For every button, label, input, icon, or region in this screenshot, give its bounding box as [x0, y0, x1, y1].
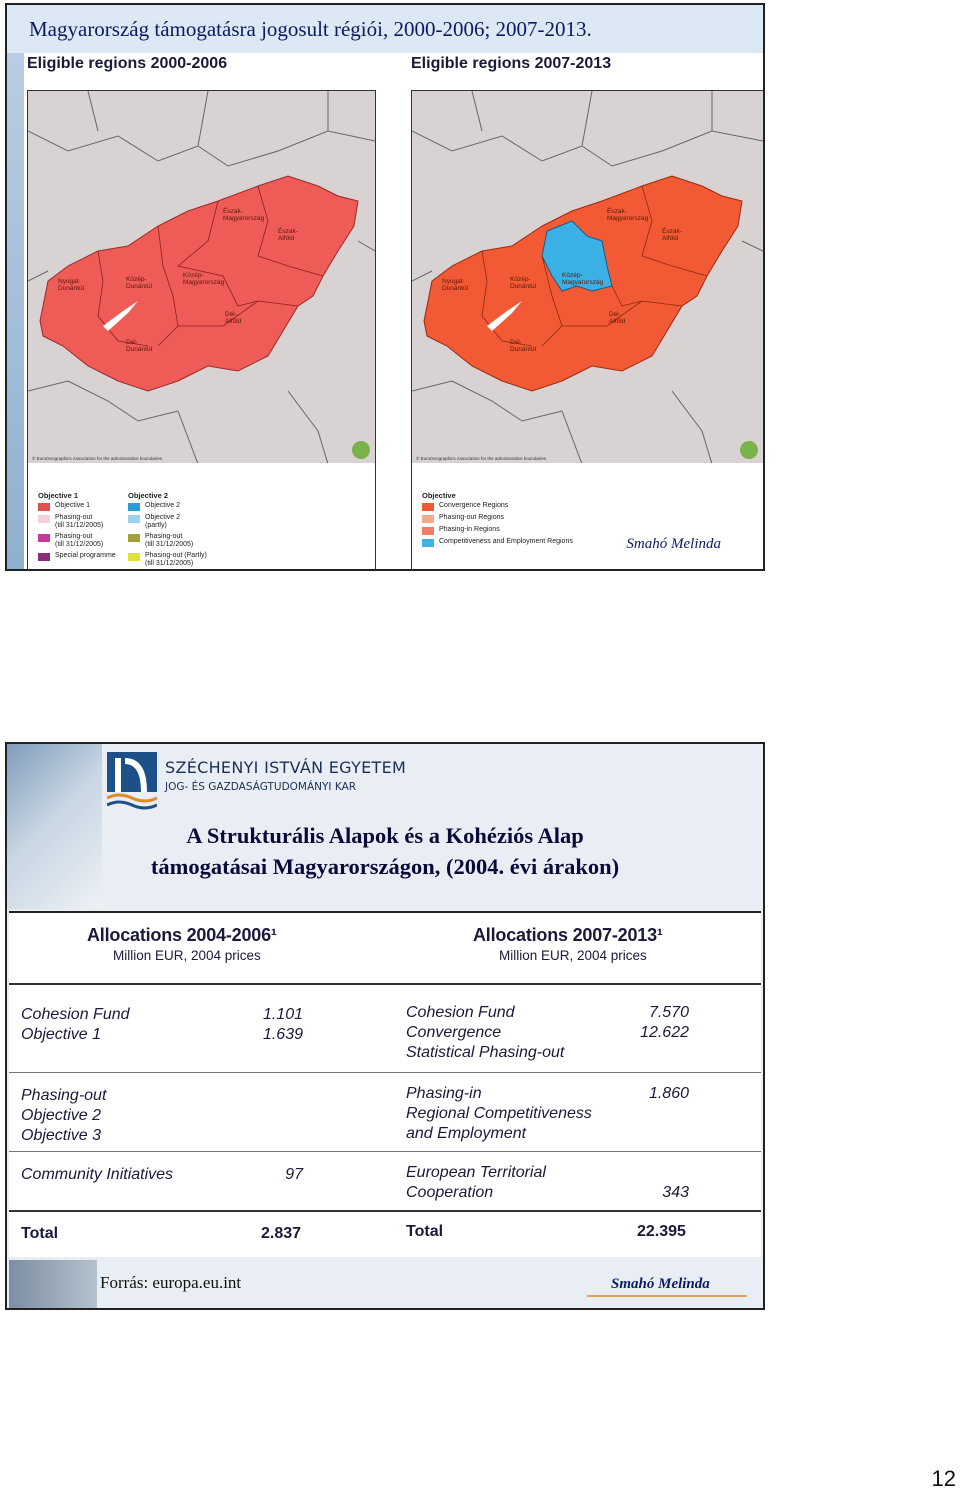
legend-col-objective-2	[128, 491, 207, 571]
row-values-right: 343	[662, 1184, 689, 1201]
divider	[9, 1210, 761, 1212]
swatch	[38, 553, 50, 561]
row-values-right: 7.570 12.622	[640, 1004, 689, 1041]
author-name: Smahó Melinda	[611, 1276, 710, 1292]
region-label: Nyugat-Dunántúl	[58, 278, 85, 292]
legend-item: Competitiveness and Employment Regions	[422, 538, 573, 547]
map-2007-2013	[411, 90, 764, 465]
swatch	[128, 503, 140, 511]
legend-col-objective	[422, 491, 573, 550]
row-items-right: Phasing-in Regional Competitiveness and Employment	[406, 1085, 592, 1142]
region-label: Közép-Dunántúl	[510, 276, 537, 290]
legend-item: Phasing-out (till 31/12/2005)	[38, 533, 116, 549]
region-label: Dél-Dunántúl	[126, 339, 153, 353]
row-items-left: Phasing-out Objective 2 Objective 3	[21, 1087, 107, 1144]
legend-item: Phasing-in Regions	[422, 526, 573, 535]
divider	[9, 1072, 761, 1073]
university-name: SZÉCHENYI ISTVÁN EGYETEM	[165, 758, 407, 777]
legend-2000-2006	[27, 463, 376, 569]
eu-logo-icon	[352, 441, 370, 459]
copyright-note: © EuroGeographics Association for the administrative boundaries	[32, 456, 163, 461]
legend-item: Objective 2 (partly)	[128, 514, 207, 530]
copyright-note: © EuroGeographics Association for the administrative boundaries	[416, 456, 547, 461]
legend-item: Phasing-out Regions	[422, 514, 573, 523]
right-heading: Allocations 2007-2013¹	[473, 925, 663, 945]
decorative-image	[9, 1260, 97, 1308]
decorative-strip	[7, 53, 24, 569]
total-label-right: Total	[406, 1223, 444, 1240]
author-name: Smahó Melinda	[626, 536, 721, 552]
row-items-left: Community Initiatives	[21, 1166, 174, 1183]
region-label: Nyugat-Dunántúl	[442, 278, 469, 292]
swatch	[38, 503, 50, 511]
legend-heading: Objective 1	[38, 491, 79, 500]
legend-col-objective-1	[38, 491, 116, 564]
row-items-right: European Territorial Cooperation	[406, 1164, 546, 1201]
legend-heading: Objective 2	[128, 491, 169, 500]
swatch	[422, 539, 434, 547]
map-2000-2006	[27, 90, 376, 465]
title-line-1: A Strukturális Alapok és a Kohéziós Alap	[186, 823, 584, 848]
region-label: Dél-Alföld	[609, 311, 626, 325]
total-label-left: Total	[21, 1225, 59, 1242]
legend-item: Special programme	[38, 552, 116, 561]
university-logo-icon	[107, 752, 157, 810]
legend-item: Convergence Regions	[422, 502, 573, 511]
region-label: Észak-Alföld	[278, 228, 298, 242]
swatch	[128, 553, 140, 561]
region-label: Közép-Magyarország	[562, 272, 604, 286]
swatch	[422, 527, 434, 535]
map-heading-2007-2013: Eligible regions 2007-2013	[411, 55, 612, 72]
region-label: Közép-Magyarország	[183, 272, 225, 286]
row-items-left: Cohesion Fund Objective 1	[21, 1006, 130, 1043]
page-number: 12	[931, 1466, 956, 1491]
total-value-left: 2.837	[261, 1225, 302, 1242]
region-label: Dél-Dunántúl	[510, 339, 537, 353]
allocations-table	[9, 911, 761, 1261]
swatch	[422, 515, 434, 523]
row-items-right: Cohesion Fund Convergence Statistical Phasing-out	[406, 1004, 565, 1061]
left-heading: Allocations 2004-2006¹	[87, 925, 277, 945]
title-line-2: támogatásai Magyarországon, (2004. évi árakon)	[150, 854, 620, 879]
legend-heading: Objective	[422, 491, 456, 500]
row-values-left: 1.101 1.639	[262, 1006, 303, 1043]
row-values-right: 1.860	[648, 1085, 689, 1102]
legend-item: Phasing-out (till 31/12/2005)	[128, 533, 207, 549]
divider	[9, 1151, 761, 1152]
slide-eligible-regions	[5, 3, 765, 571]
legend-item: Objective 1	[38, 502, 116, 511]
row-values-left: 97	[285, 1166, 303, 1183]
right-subheading: Million EUR, 2004 prices	[499, 948, 647, 963]
faculty-name: JOG- ÉS GAZDASÁGTUDOMÁNYI KAR	[165, 781, 357, 793]
swatch	[38, 515, 50, 523]
legend-item: Phasing-out (Partly) (till 31/12/2005)	[128, 552, 207, 568]
swatch	[422, 503, 434, 511]
swatch	[128, 534, 140, 542]
region-label: Észak-Magyarország	[223, 208, 265, 222]
slide-title	[7, 820, 763, 882]
legend-item: Phasing-out (till 31/12/2005)	[38, 514, 116, 530]
slide-allocations	[5, 742, 765, 1310]
total-value-right: 22.395	[637, 1223, 686, 1240]
region-label: Észak-Alföld	[662, 228, 682, 242]
region-label: Észak-Magyarország	[607, 208, 649, 222]
slide-title: Magyarország támogatásra jogosult régiói, 2000-2006; 2007-2013.	[7, 5, 763, 53]
swatch	[128, 515, 140, 523]
eu-logo-icon	[740, 441, 758, 459]
region-label: Dél-Alföld	[225, 311, 242, 325]
underline	[587, 1295, 747, 1297]
region-label: Közép-Dunántúl	[126, 276, 153, 290]
legend-item: Objective 2	[128, 502, 207, 511]
divider	[9, 983, 761, 985]
swatch	[38, 534, 50, 542]
legend-2007-2013	[411, 463, 764, 569]
map-heading-2000-2006: Eligible regions 2000-2006	[27, 55, 228, 72]
source-note: Forrás: europa.eu.int	[100, 1273, 242, 1292]
left-subheading: Million EUR, 2004 prices	[113, 948, 261, 963]
